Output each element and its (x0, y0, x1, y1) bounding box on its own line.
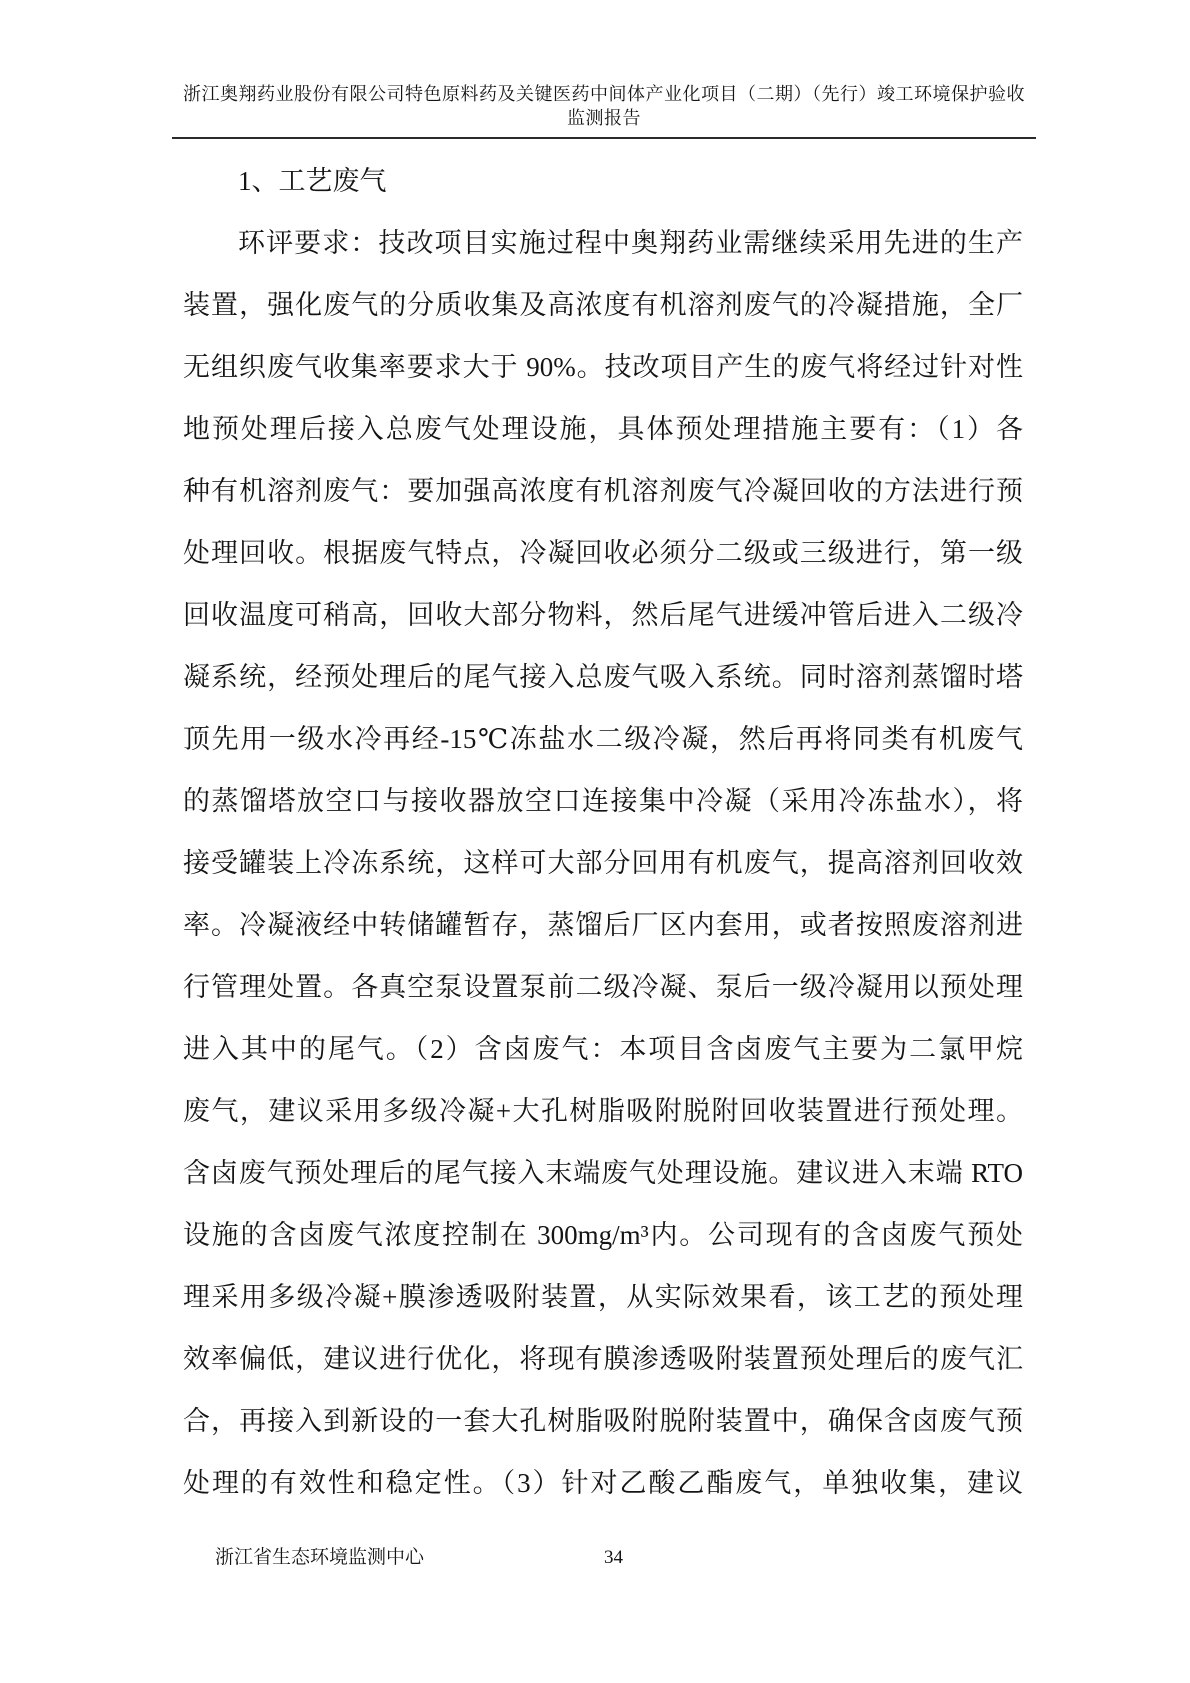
text-line: 合，再接入到新设的一套大孔树脂吸附脱附装置中，确保含卤废气预 (183, 1406, 1023, 1436)
text-line: 接受罐装上冷冻系统，这样可大部分回用有机废气，提高溶剂回收效 (183, 848, 1023, 878)
footer-page-number: 34 (604, 1547, 623, 1568)
text-line: 处理回收。根据废气特点，冷凝回收必须分二级或三级进行，第一级 (183, 538, 1023, 568)
text-line: 处理的有效性和稳定性。（3）针对乙酸乙酯废气，单独收集，建议 (183, 1468, 1023, 1498)
document-body (183, 150, 1023, 1514)
text-line: 设施的含卤废气浓度控制在 300mg/m³内。公司现有的含卤废气预处 (183, 1220, 1023, 1250)
text-line: 种有机溶剂废气：要加强高浓度有机溶剂废气冷凝回收的方法进行预 (183, 476, 1023, 506)
text-line: 回收温度可稍高，回收大部分物料，然后尾气进缓冲管后进入二级冷 (183, 600, 1023, 630)
text-line: 效率偏低，建议进行优化，将现有膜渗透吸附装置预处理后的废气汇 (183, 1344, 1023, 1374)
text-line: 顶先用一级水冷再经-15℃冻盐水二级冷凝，然后再将同类有机废气 (183, 724, 1023, 754)
header-title-line-1: 浙江奥翔药业股份有限公司特色原料药及关键医药中间体产业化项目（二期）（先行）竣工环境保护验收 (183, 84, 1025, 104)
text-line: 的蒸馏塔放空口与接收器放空口连接集中冷凝（采用冷冻盐水），将 (183, 786, 1023, 816)
section-heading: 1、工艺废气 (238, 166, 387, 196)
text-line: 地预处理后接入总废气处理设施，具体预处理措施主要有：（1）各 (183, 414, 1023, 444)
text-line: 废气，建议采用多级冷凝+大孔树脂吸附脱附回收装置进行预处理。 (183, 1096, 1023, 1126)
header-title-line-2: 监测报告 (567, 108, 641, 128)
text-line: 无组织废气收集率要求大于 90%。技改项目产生的废气将经过针对性 (183, 352, 1023, 382)
footer-organization: 浙江省生态环境监测中心 (215, 1547, 425, 1568)
text-line: 环评要求：技改项目实施过程中奥翔药业需继续采用先进的生产 (238, 228, 1023, 258)
text-line: 理采用多级冷凝+膜渗透吸附装置，从实际效果看，该工艺的预处理 (183, 1282, 1023, 1312)
text-line: 进入其中的尾气。（2）含卤废气：本项目含卤废气主要为二氯甲烷 (183, 1034, 1023, 1064)
text-line: 行管理处置。各真空泵设置泵前二级冷凝、泵后一级冷凝用以预处理 (183, 972, 1023, 1002)
text-line: 率。冷凝液经中转储罐暂存，蒸馏后厂区内套用，或者按照废溶剂进 (183, 910, 1023, 940)
text-line: 含卤废气预处理后的尾气接入末端废气处理设施。建议进入末端 RTO (183, 1158, 1023, 1188)
page-header (172, 82, 1036, 139)
text-line: 装置，强化废气的分质收集及高浓度有机溶剂废气的冷凝措施，全厂 (183, 290, 1023, 320)
text-line: 凝系统，经预处理后的尾气接入总废气吸入系统。同时溶剂蒸馏时塔 (183, 662, 1023, 692)
